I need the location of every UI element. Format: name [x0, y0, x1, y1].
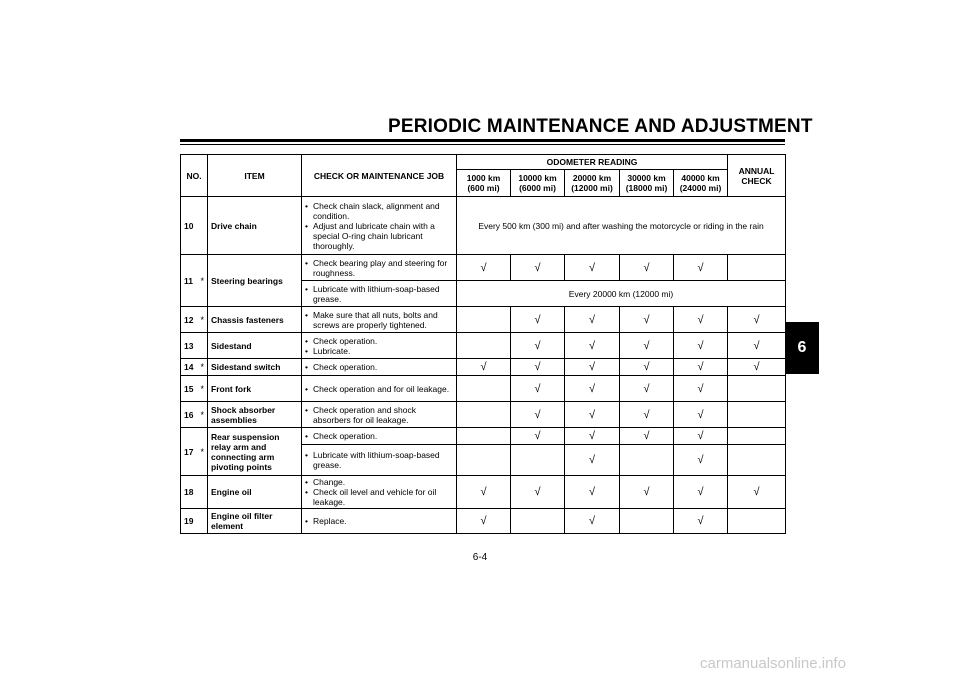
check-mark: √ [674, 445, 728, 476]
table-row [181, 428, 786, 445]
maintenance-job [302, 402, 457, 428]
job-list [305, 431, 453, 441]
check-mark: √ [565, 333, 620, 359]
row-number: 18 [181, 476, 201, 509]
check-mark: √ [728, 307, 786, 333]
empty-cell [457, 428, 511, 445]
item-name: Drive chain [208, 197, 302, 255]
empty-cell [728, 255, 786, 281]
dealer-service-mark: * [201, 255, 208, 307]
check-mark: √ [511, 359, 565, 376]
check-mark: √ [511, 255, 565, 281]
check-mark: √ [674, 428, 728, 445]
job-list [305, 201, 453, 251]
job-item: • Make sure that all nuts, bolts and screws are properly tightened. [305, 310, 453, 330]
job-item: • Check operation. [305, 362, 453, 372]
job-list [305, 284, 453, 304]
dealer-service-mark [201, 197, 208, 255]
check-mark: √ [728, 359, 786, 376]
item-name: Front fork [208, 376, 302, 402]
row-number: 19 [181, 509, 201, 534]
job-item: • Check chain slack, alignment and condition. [305, 201, 453, 221]
item-name: Steering bearings [208, 255, 302, 307]
check-mark: √ [674, 476, 728, 509]
maintenance-job [302, 281, 457, 307]
empty-cell [457, 376, 511, 402]
header-odometer: ODOMETER READING [457, 155, 728, 170]
header-odometer-col [620, 170, 674, 197]
header-odometer-line: 10000 km [518, 173, 557, 183]
empty-cell [457, 333, 511, 359]
item-name: Rear suspension relay arm and connecting arm pivoting points [208, 428, 302, 476]
check-mark: √ [565, 445, 620, 476]
header-odometer-line: (24000 mi) [679, 183, 722, 193]
job-list [305, 450, 453, 470]
header-odometer-line: (12000 mi) [571, 183, 613, 193]
empty-cell [457, 307, 511, 333]
check-mark: √ [565, 255, 620, 281]
maintenance-job [302, 476, 457, 509]
header-odometer-line: (6000 mi) [519, 183, 556, 193]
header-odometer-col [674, 170, 728, 197]
check-mark: √ [565, 509, 620, 534]
row-number: 12 [181, 307, 201, 333]
row-number: 16 [181, 402, 201, 428]
dealer-service-mark: * [201, 376, 208, 402]
header-odometer-line: 30000 km [627, 173, 666, 183]
job-list [305, 336, 453, 356]
table-row [181, 359, 786, 376]
maintenance-job [302, 333, 457, 359]
maintenance-job [302, 197, 457, 255]
check-mark: √ [620, 376, 674, 402]
check-mark: √ [674, 255, 728, 281]
check-mark: √ [565, 359, 620, 376]
item-name: Engine oil [208, 476, 302, 509]
empty-cell [728, 445, 786, 476]
check-mark: √ [511, 307, 565, 333]
job-item: • Check operation and for oil leakage. [305, 384, 453, 394]
table-row [181, 197, 786, 255]
job-list [305, 310, 453, 330]
table-row [181, 476, 786, 509]
empty-cell [457, 445, 511, 476]
job-list [305, 384, 453, 394]
check-mark: √ [457, 476, 511, 509]
check-mark: √ [728, 333, 786, 359]
item-name: Shock absorber assemblies [208, 402, 302, 428]
job-list [305, 516, 453, 526]
job-item: • Replace. [305, 516, 453, 526]
maintenance-job [302, 445, 457, 476]
empty-cell [728, 509, 786, 534]
header-odometer-line: (18000 mi) [625, 183, 668, 193]
item-name: Chassis fasteners [208, 307, 302, 333]
job-item: • Check bearing play and steering for roughness. [305, 258, 453, 278]
check-mark: √ [674, 402, 728, 428]
check-mark: √ [620, 333, 674, 359]
row-number: 11 [181, 255, 201, 307]
row-number: 15 [181, 376, 201, 402]
empty-cell [728, 428, 786, 445]
header-item: ITEM [208, 155, 302, 197]
table-row [181, 402, 786, 428]
check-mark: √ [674, 307, 728, 333]
check-mark: √ [511, 376, 565, 402]
check-mark: √ [565, 307, 620, 333]
maintenance-job [302, 307, 457, 333]
job-item: • Adjust and lubricate chain with a special O-ring chain lubricant thoroughly. [305, 221, 453, 251]
dealer-service-mark [201, 476, 208, 509]
header-annual: ANNUAL CHECK [728, 155, 786, 197]
row-number: 10 [181, 197, 201, 255]
maintenance-job [302, 376, 457, 402]
header-odometer-col [457, 170, 511, 197]
page-title: PERIODIC MAINTENANCE AND ADJUSTMENT [388, 116, 813, 137]
check-mark: √ [565, 402, 620, 428]
row-number: 17 [181, 428, 201, 476]
job-list [305, 362, 453, 372]
header-odometer-line: 1000 km [466, 173, 501, 183]
check-mark: √ [620, 428, 674, 445]
table-row [181, 307, 786, 333]
job-item: • Check operation. [305, 431, 453, 441]
check-mark: √ [565, 428, 620, 445]
job-item: • Lubricate. [305, 346, 453, 356]
check-mark: √ [620, 307, 674, 333]
check-mark: √ [457, 509, 511, 534]
maintenance-job [302, 359, 457, 376]
check-mark: √ [565, 376, 620, 402]
header-job: CHECK OR MAINTENANCE JOB [302, 155, 457, 197]
table-row [181, 333, 786, 359]
dealer-service-mark: * [201, 402, 208, 428]
empty-cell [728, 402, 786, 428]
interval-note: Every 20000 km (12000 mi) [457, 281, 786, 307]
check-mark: √ [674, 333, 728, 359]
watermark: carmanualsonline.info [700, 655, 846, 672]
title-rule-thin [180, 144, 785, 145]
header-no: NO. [181, 155, 208, 197]
maintenance-job [302, 428, 457, 445]
empty-cell [620, 445, 674, 476]
check-mark: √ [620, 359, 674, 376]
empty-cell [511, 509, 565, 534]
empty-cell [728, 376, 786, 402]
header-odometer-line: (600 mi) [467, 183, 500, 193]
interval-note: Every 500 km (300 mi) and after washing the motorcycle or riding in the rain [457, 197, 786, 255]
check-mark: √ [511, 476, 565, 509]
row-number: 13 [181, 333, 201, 359]
check-mark: √ [674, 359, 728, 376]
dealer-service-mark [201, 509, 208, 534]
title-rule-thick [180, 139, 785, 142]
job-item: • Check operation and shock absorbers for oil leakage. [305, 405, 453, 425]
check-mark: √ [620, 255, 674, 281]
check-mark: √ [457, 255, 511, 281]
dealer-service-mark: * [201, 307, 208, 333]
maintenance-table [180, 154, 786, 534]
maintenance-job [302, 509, 457, 534]
job-item: • Lubricate with lithium-soap-based grease. [305, 284, 453, 304]
dealer-service-mark [201, 333, 208, 359]
job-list [305, 258, 453, 278]
check-mark: √ [511, 402, 565, 428]
section-tab: 6 [785, 322, 819, 374]
header-odometer-line: 20000 km [572, 173, 612, 183]
check-mark: √ [620, 402, 674, 428]
job-list [305, 405, 453, 425]
empty-cell [620, 509, 674, 534]
header-odometer-col [565, 170, 620, 197]
check-mark: √ [565, 476, 620, 509]
check-mark: √ [620, 476, 674, 509]
job-item: • Check operation. [305, 336, 453, 346]
item-name: Sidestand [208, 333, 302, 359]
empty-cell [511, 445, 565, 476]
table-row [181, 509, 786, 534]
check-mark: √ [511, 428, 565, 445]
job-list [305, 477, 453, 507]
page-number: 6-4 [472, 552, 488, 563]
check-mark: √ [457, 359, 511, 376]
job-item: • Lubricate with lithium-soap-based grease. [305, 450, 453, 470]
dealer-service-mark: * [201, 428, 208, 476]
job-item: • Check oil level and vehicle for oil leakage. [305, 487, 453, 507]
table-row [181, 255, 786, 281]
empty-cell [457, 402, 511, 428]
check-mark: √ [728, 476, 786, 509]
maintenance-job [302, 255, 457, 281]
table-row [181, 376, 786, 402]
row-number: 14 [181, 359, 201, 376]
item-name: Sidestand switch [208, 359, 302, 376]
check-mark: √ [674, 509, 728, 534]
check-mark: √ [511, 333, 565, 359]
job-item: • Change. [305, 477, 453, 487]
item-name: Engine oil filter element [208, 509, 302, 534]
header-odometer-line: 40000 km [681, 173, 720, 183]
header-odometer-col [511, 170, 565, 197]
dealer-service-mark: * [201, 359, 208, 376]
check-mark: √ [674, 376, 728, 402]
